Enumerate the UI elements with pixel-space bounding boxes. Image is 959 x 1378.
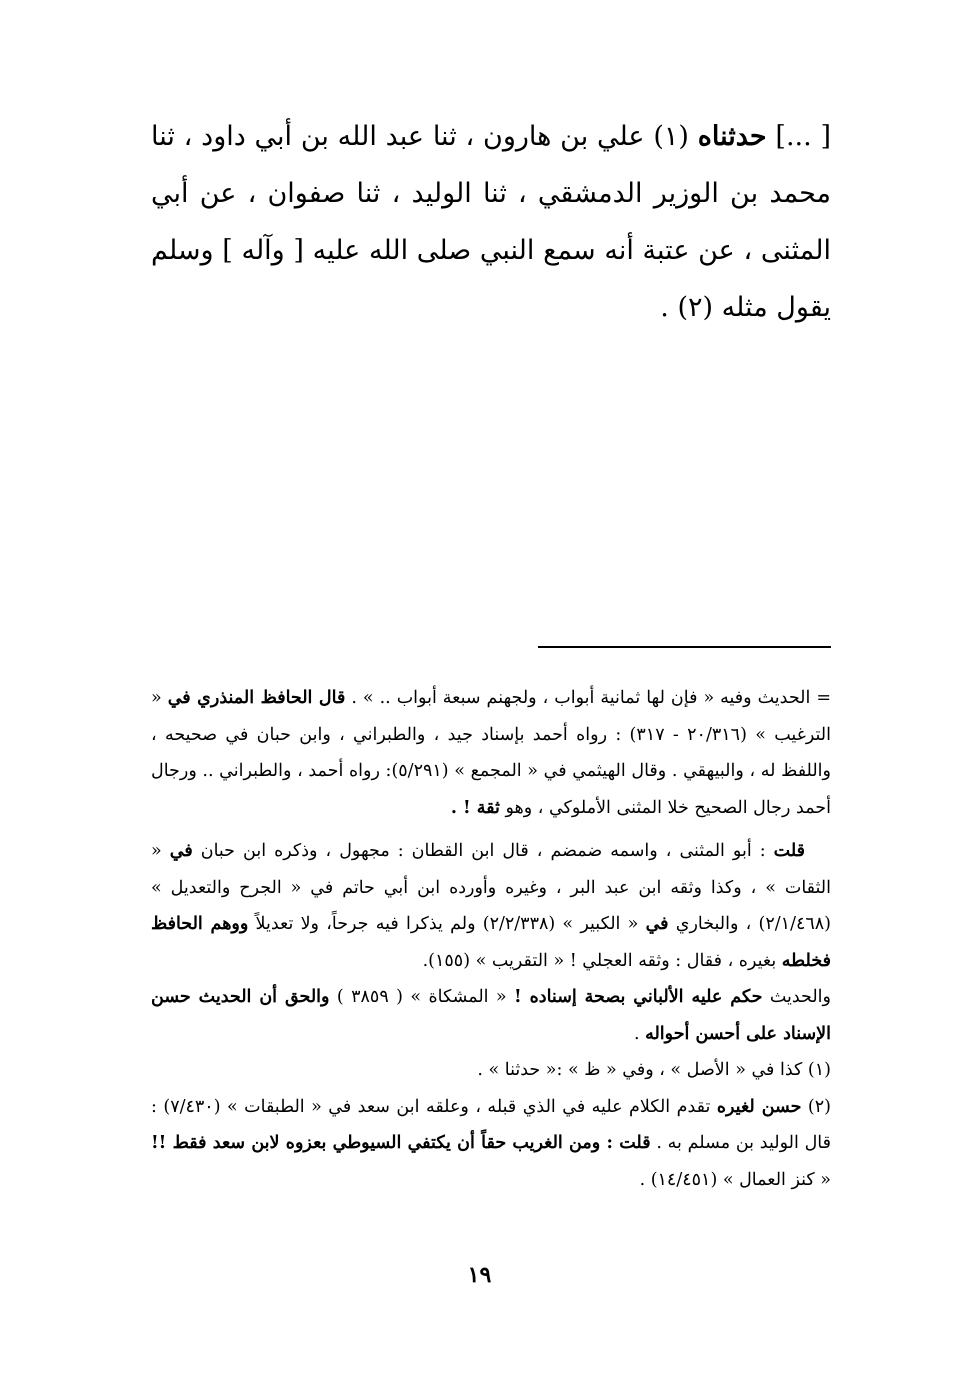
continuation-bold-2: ثقة ! . bbox=[450, 797, 500, 818]
footnote-2-text-2: « كنز العمال » (١٤/٤٥١) . bbox=[639, 1169, 831, 1190]
albani-bold-1: حكم عليه الألباني بصحة إسناده ! bbox=[514, 987, 763, 1007]
footnote-2-bold-1: حسن لغيره bbox=[716, 1096, 802, 1117]
footnote-2-number: (٢) bbox=[801, 1096, 831, 1117]
continuation-bold-1: قال الحافظ المنذري في bbox=[167, 688, 346, 708]
hadith-chain-text: علي بن هارون ، ثنا عبد الله بن أبي داود ، ثنا محمد بن الوزير الدمشقي ، ثنا الوليد ، ثنا صفوان ، عن أبي المثنى ، عن عتبة أنه سمع النبي صلى الله عليه [ وآله ] وسلم يقول مثله bbox=[151, 121, 831, 323]
footnote-2 bbox=[151, 1089, 831, 1199]
footnote-1-text: (١) كذا في « الأصل » ، وفي « ظ » :« حدثنا » . bbox=[477, 1060, 831, 1080]
lead-word: حدثناه bbox=[697, 121, 767, 152]
continuation-prefix: = الحديث وفيه « فإن لها ثمانية أبواب ، ولجهنم سبعة أبواب .. » . bbox=[345, 688, 831, 708]
footnote-separator bbox=[538, 646, 831, 648]
qult-text-1: : أبو المثنى ، واسمه ضمضم ، قال ابن القطان : مجهول ، وذكره ابن حبان bbox=[192, 841, 774, 861]
page-number: ١٩ bbox=[467, 1262, 492, 1288]
qult-bold-1: قلت bbox=[773, 841, 805, 861]
footnotes-section bbox=[151, 680, 831, 1198]
footnote-albani-paragraph bbox=[151, 979, 831, 1052]
qult-text-4: بغيره ، فقال : وثقه العجلي ! « التقريب » (١٥٥). bbox=[422, 950, 782, 971]
continuation-text-2: « الترغيب » (٢٠/٣١٦ - ٣١٧) : رواه أحمد بإسناد جيد ، والطبراني ، وابن حبان في صحيحه ، واللفظ له ، والبيهقي . وقال الهيثمي في « المجمع » (٥/٢٩١): رواه أحمد ، والطبراني .. ورجال أحمد رجال الصحيح خلا المثنى الأملوكي ، وهو bbox=[151, 688, 831, 818]
qult-bold-3: في bbox=[645, 914, 669, 934]
footnote-2-text-1: تقدم الكلام عليه في الذي قبله ، وعلقه ابن سعد في « الطبقات » (٧/٤٣٠) : قال الوليد بن مسلم به . bbox=[151, 1096, 831, 1153]
main-hadith-text bbox=[151, 108, 831, 336]
albani-text-2: « المشكاة » ( ٣٨٥٩ ) bbox=[329, 987, 515, 1007]
footnote-1 bbox=[151, 1052, 831, 1089]
albani-text-3: . bbox=[633, 1023, 646, 1044]
hadith-end: . bbox=[660, 292, 678, 323]
footnote-2-bold-2: قلت : ومن الغريب حقاً أن يكتفي السيوطي بعزوه لابن سعد فقط !! bbox=[151, 1133, 651, 1153]
footnote-marker-2: (٢) bbox=[677, 292, 714, 323]
qult-text-3: « الكبير » (٢/٢/٣٣٨) ولم يذكرا فيه جرحاً، ولا تعديلاً bbox=[248, 914, 646, 934]
qult-bold-2: في bbox=[169, 841, 193, 861]
albani-bold-2: والحق أن الحديث حسن الإسناد على أحسن أحواله bbox=[151, 987, 831, 1044]
qult-text-2: « الثقات » ، وكذا وثقه ابن عبد البر ، وغيره وأورده ابن أبي حاتم في « الجرح والتعديل » (٢/١/٤٦٨) ، والبخاري bbox=[151, 841, 831, 934]
footnote-qult-paragraph bbox=[151, 833, 831, 979]
open-bracket: [ ...] bbox=[766, 121, 832, 152]
albani-text-1: والحديث bbox=[762, 987, 831, 1007]
hadith-paragraph bbox=[151, 108, 831, 336]
footnote-continuation bbox=[151, 680, 831, 826]
footnote-marker-1: (١) bbox=[644, 121, 698, 152]
qult-bold-4: ووهم الحافظ فخلطه bbox=[151, 914, 831, 971]
